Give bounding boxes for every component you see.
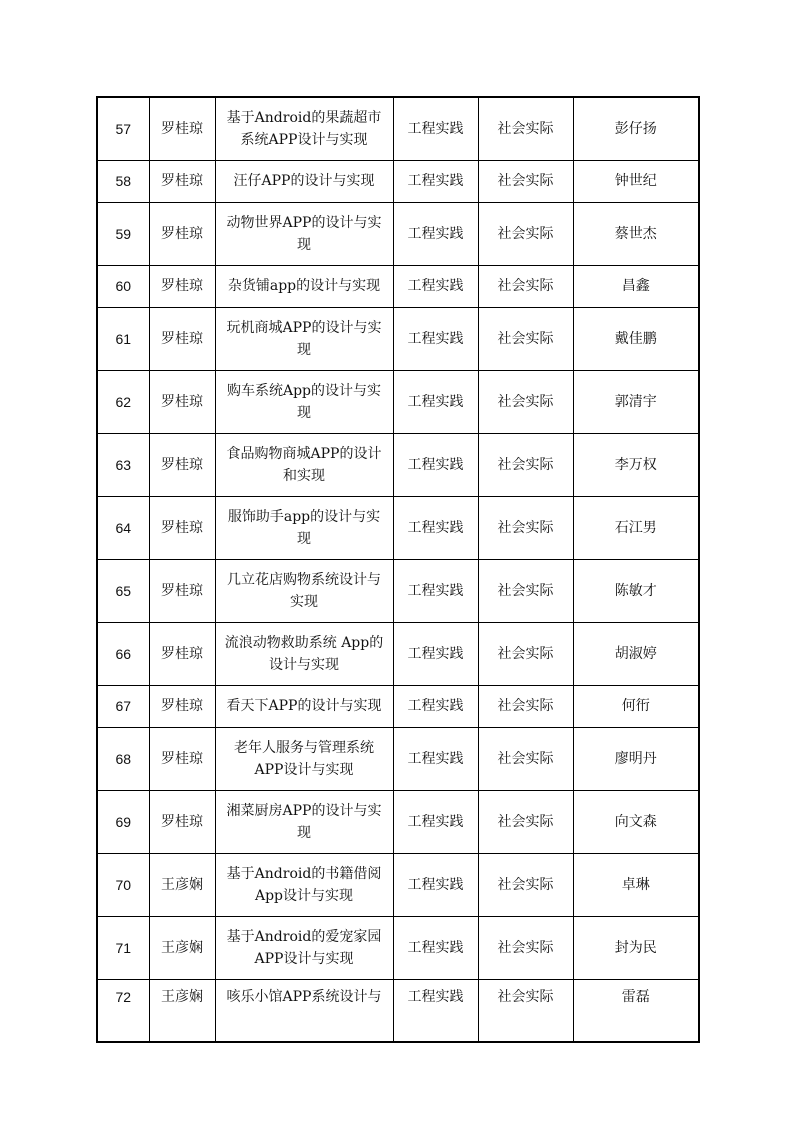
student-cell: 廖明丹 — [573, 727, 699, 790]
student-cell: 陈敏才 — [573, 559, 699, 622]
advisor-cell: 王彦娴 — [149, 916, 215, 979]
advisor-cell: 罗桂琼 — [149, 97, 215, 160]
row-number: 60 — [97, 265, 149, 307]
topic-title-cell: 玩机商城APP的设计与实现 — [215, 307, 393, 370]
topic-title-cell: 杂货铺app的设计与实现 — [215, 265, 393, 307]
table-row — [97, 202, 699, 265]
row-number: 65 — [97, 559, 149, 622]
topic-source-cell: 社会实际 — [478, 160, 573, 202]
topic-source-cell: 社会实际 — [478, 496, 573, 559]
row-number: 71 — [97, 916, 149, 979]
topic-type-cell: 工程实践 — [393, 685, 478, 727]
student-cell: 石江男 — [573, 496, 699, 559]
table-row — [97, 790, 699, 853]
table-row — [97, 97, 699, 160]
student-cell: 卓琳 — [573, 853, 699, 916]
topic-title-cell: 动物世界APP的设计与实现 — [215, 202, 393, 265]
row-number: 64 — [97, 496, 149, 559]
table-row — [97, 853, 699, 916]
student-cell: 蔡世杰 — [573, 202, 699, 265]
topic-source-cell: 社会实际 — [478, 727, 573, 790]
topic-type-cell: 工程实践 — [393, 202, 478, 265]
topic-source-cell: 社会实际 — [478, 370, 573, 433]
topic-source-cell: 社会实际 — [478, 559, 573, 622]
student-cell: 钟世纪 — [573, 160, 699, 202]
advisor-cell: 王彦娴 — [149, 853, 215, 916]
row-number: 61 — [97, 307, 149, 370]
topic-type-cell: 工程实践 — [393, 790, 478, 853]
table-row — [97, 727, 699, 790]
topic-type-cell: 工程实践 — [393, 559, 478, 622]
topic-type-cell: 工程实践 — [393, 97, 478, 160]
topic-title-cell: 几立花店购物系统设计与实现 — [215, 559, 393, 622]
topic-type-cell: 工程实践 — [393, 916, 478, 979]
row-number: 63 — [97, 433, 149, 496]
topic-table — [96, 96, 700, 1043]
table-row — [97, 622, 699, 685]
table-row — [97, 496, 699, 559]
topic-source-cell: 社会实际 — [478, 202, 573, 265]
advisor-cell: 罗桂琼 — [149, 727, 215, 790]
topic-type-cell: 工程实践 — [393, 370, 478, 433]
topic-source-cell: 社会实际 — [478, 853, 573, 916]
advisor-cell: 王彦娴 — [149, 979, 215, 1042]
table-row — [97, 433, 699, 496]
table-row — [97, 916, 699, 979]
topic-source-cell: 社会实际 — [478, 97, 573, 160]
topic-type-cell: 工程实践 — [393, 433, 478, 496]
topic-title-cell: 基于Android的爱宠家园APP设计与实现 — [215, 916, 393, 979]
row-number: 58 — [97, 160, 149, 202]
advisor-cell: 罗桂琼 — [149, 622, 215, 685]
table-row — [97, 160, 699, 202]
topic-source-cell: 社会实际 — [478, 685, 573, 727]
topic-title-cell: 看天下APP的设计与实现 — [215, 685, 393, 727]
topic-source-cell: 社会实际 — [478, 790, 573, 853]
topic-title-cell: 咳乐小馆APP系统设计与 — [215, 979, 393, 1042]
row-number: 59 — [97, 202, 149, 265]
advisor-cell: 罗桂琼 — [149, 307, 215, 370]
topic-source-cell: 社会实际 — [478, 916, 573, 979]
topic-title-cell: 基于Android的果蔬超市系统APP设计与实现 — [215, 97, 393, 160]
student-cell: 彭仔扬 — [573, 97, 699, 160]
topic-title-cell: 老年人服务与管理系统APP设计与实现 — [215, 727, 393, 790]
row-number: 57 — [97, 97, 149, 160]
row-number: 70 — [97, 853, 149, 916]
topic-title-cell: 流浪动物救助系统 App的设计与实现 — [215, 622, 393, 685]
topic-source-cell: 社会实际 — [478, 265, 573, 307]
topic-type-cell: 工程实践 — [393, 160, 478, 202]
topic-title-cell: 食品购物商城APP的设计和实现 — [215, 433, 393, 496]
row-number: 72 — [97, 979, 149, 1042]
student-cell: 雷磊 — [573, 979, 699, 1042]
student-cell: 封为民 — [573, 916, 699, 979]
topic-type-cell: 工程实践 — [393, 979, 478, 1042]
advisor-cell: 罗桂琼 — [149, 559, 215, 622]
topic-title-cell: 购车系统App的设计与实现 — [215, 370, 393, 433]
topic-source-cell: 社会实际 — [478, 307, 573, 370]
topic-title-cell: 服饰助手app的设计与实现 — [215, 496, 393, 559]
advisor-cell: 罗桂琼 — [149, 790, 215, 853]
topic-source-cell: 社会实际 — [478, 622, 573, 685]
student-cell: 戴佳鹏 — [573, 307, 699, 370]
row-number: 66 — [97, 622, 149, 685]
student-cell: 昌鑫 — [573, 265, 699, 307]
table-row — [97, 370, 699, 433]
table-row — [97, 979, 699, 1042]
advisor-cell: 罗桂琼 — [149, 685, 215, 727]
row-number: 62 — [97, 370, 149, 433]
row-number: 68 — [97, 727, 149, 790]
topic-type-cell: 工程实践 — [393, 622, 478, 685]
table-row — [97, 559, 699, 622]
topic-title-cell: 汪仔APP的设计与实现 — [215, 160, 393, 202]
row-number: 69 — [97, 790, 149, 853]
topic-type-cell: 工程实践 — [393, 727, 478, 790]
student-cell: 何衎 — [573, 685, 699, 727]
topic-type-cell: 工程实践 — [393, 307, 478, 370]
topic-source-cell: 社会实际 — [478, 433, 573, 496]
advisor-cell: 罗桂琼 — [149, 370, 215, 433]
advisor-cell: 罗桂琼 — [149, 433, 215, 496]
topic-title-cell: 基于Android的书籍借阅App设计与实现 — [215, 853, 393, 916]
topic-type-cell: 工程实践 — [393, 496, 478, 559]
table-row — [97, 685, 699, 727]
student-cell: 向文森 — [573, 790, 699, 853]
topic-type-cell: 工程实践 — [393, 853, 478, 916]
advisor-cell: 罗桂琼 — [149, 160, 215, 202]
table-row — [97, 307, 699, 370]
student-cell: 胡淑婷 — [573, 622, 699, 685]
row-number: 67 — [97, 685, 149, 727]
advisor-cell: 罗桂琼 — [149, 202, 215, 265]
advisor-cell: 罗桂琼 — [149, 496, 215, 559]
table-row — [97, 265, 699, 307]
topic-title-cell: 湘菜厨房APP的设计与实现 — [215, 790, 393, 853]
topic-type-cell: 工程实践 — [393, 265, 478, 307]
student-cell: 李万权 — [573, 433, 699, 496]
topic-source-cell: 社会实际 — [478, 979, 573, 1042]
advisor-cell: 罗桂琼 — [149, 265, 215, 307]
student-cell: 郭清宇 — [573, 370, 699, 433]
